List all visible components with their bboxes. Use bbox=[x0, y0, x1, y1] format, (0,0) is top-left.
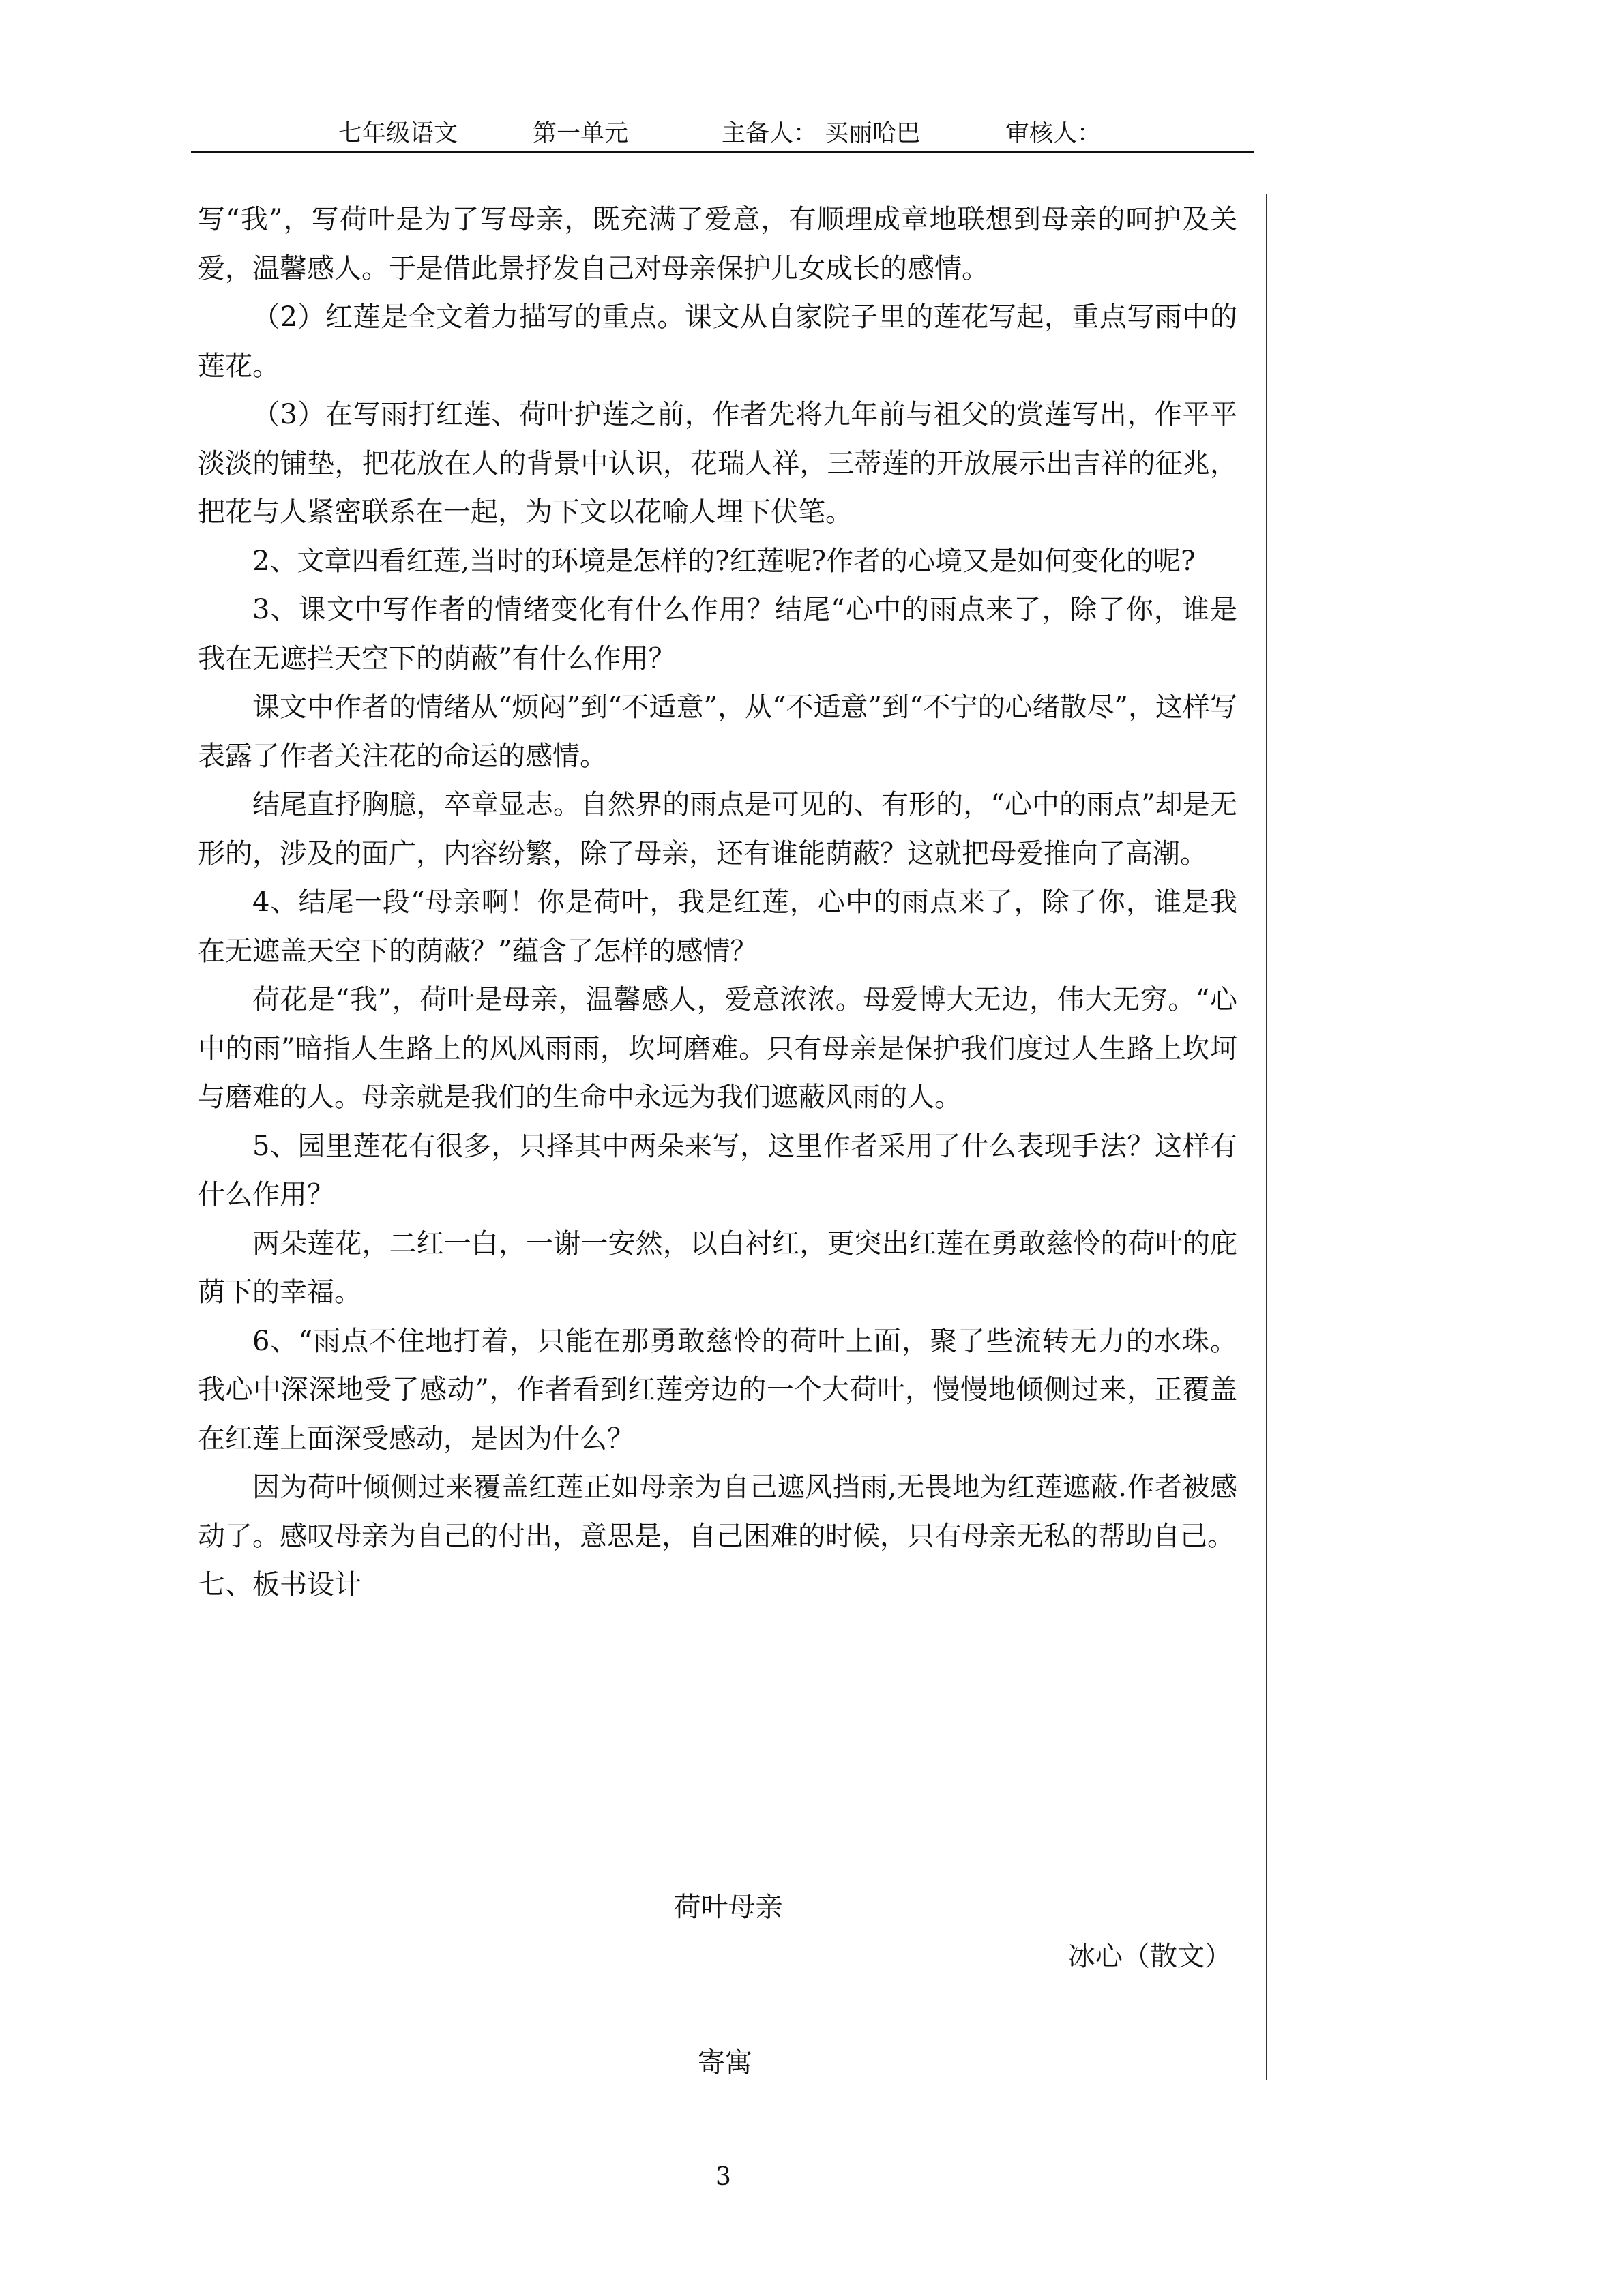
question-paragraph: 5、园里莲花有很多，只择其中两朵来写，这里作者采用了什么表现手法？这样有什么作用？ bbox=[198, 1130, 1237, 1210]
page-number: 3 bbox=[715, 2163, 731, 2191]
header-subject: 七年级语文 bbox=[338, 120, 458, 147]
header-unit: 第一单元 bbox=[533, 120, 629, 147]
answer-paragraph: 结尾直抒胸臆，卒章显志。自然界的雨点是可见的、有形的，“心中的雨点”却是无形的，涉及的面广，内容纷繁，除了母亲，还有谁能荫蔽？这就把母爱推向了高潮。 bbox=[198, 789, 1237, 869]
lesson-body bbox=[198, 196, 1237, 1610]
paragraph: 写“我”，写荷叶是为了写母亲，既充满了爱意，有顺理成章地联想到母亲的呵护及关爱，温馨感人。于是借此景抒发自己对母亲保护儿女成长的感情。 bbox=[198, 204, 1237, 284]
right-margin-rule bbox=[1266, 194, 1267, 2080]
answer-paragraph: 因为荷叶倾侧过来覆盖红莲正如母亲为自己遮风挡雨,无畏地为红莲遮蔽.作者被感动了。感叹母亲为自己的付出，意思是，自己困难的时候，只有母亲无私的帮助自己。 bbox=[198, 1472, 1237, 1552]
question-paragraph: 2、文章四看红莲,当时的环境是怎样的?红莲呢?作者的心境又是如何变化的呢? bbox=[252, 545, 1196, 577]
board-author: 冰心（散文） bbox=[1068, 1941, 1232, 1972]
paragraph: （3）在写雨打红莲、荷叶护莲之前，作者先将九年前与祖父的赏莲写出，作平平淡淡的铺垫，把花放在人的背景中认识，花瑞人祥，三蒂莲的开放展示出吉祥的征兆，把花与人紧密联系在一起，为下文以花喻人埋下伏笔。 bbox=[198, 399, 1237, 528]
header-preparer: 主备人： 买丽哈巴 bbox=[722, 120, 921, 147]
answer-paragraph: 荷花是“我”，荷叶是母亲，温馨感人，爱意浓浓。母爱博大无边，伟大无穷。“心中的雨”暗指人生路上的风风雨雨，坎坷磨难。只有母亲是保护我们度过人生路上坎坷与磨难的人。母亲就是我们的生命中永远为我们遮蔽风雨的人。 bbox=[198, 984, 1237, 1113]
question-paragraph: 3、课文中写作者的情绪变化有什么作用？结尾“心中的雨点来了，除了你，谁是我在无遮拦天空下的荫蔽”有什么作用？ bbox=[198, 594, 1237, 674]
header-divider bbox=[191, 151, 1254, 153]
paragraph: （2）红莲是全文着力描写的重点。课文从自家院子里的莲花写起，重点写雨中的莲花。 bbox=[198, 301, 1237, 382]
page-header bbox=[0, 115, 1624, 155]
answer-paragraph: 两朵莲花，二红一白，一谢一安然，以白衬红，更突出红莲在勇敢慈怜的荷叶的庇荫下的幸福。 bbox=[198, 1227, 1237, 1308]
header-reviewer: 审核人： bbox=[1005, 120, 1102, 147]
question-paragraph: 4、结尾一段“母亲啊！你是荷叶，我是红莲，心中的雨点来了，除了你，谁是我在无遮盖天空下的荫蔽？”蕴含了怎样的感情？ bbox=[198, 886, 1237, 967]
board-title: 荷叶母亲 bbox=[673, 1892, 783, 1923]
board-item: 寄寓 bbox=[698, 2047, 752, 2078]
answer-paragraph: 课文中作者的情绪从“烦闷”到“不适意”，从“不适意”到“不宁的心绪散尽”，这样写表露了作者关注花的命运的感情。 bbox=[198, 691, 1237, 772]
section-heading: 七、板书设计 bbox=[198, 1569, 361, 1600]
question-paragraph: 6、“雨点不住地打着，只能在那勇敢慈怜的荷叶上面，聚了些流转无力的水珠。我心中深深地受了感动”，作者看到红莲旁边的一个大荷叶，慢慢地倾侧过来，正覆盖在红莲上面深受感动，是因为什么？ bbox=[198, 1325, 1237, 1455]
